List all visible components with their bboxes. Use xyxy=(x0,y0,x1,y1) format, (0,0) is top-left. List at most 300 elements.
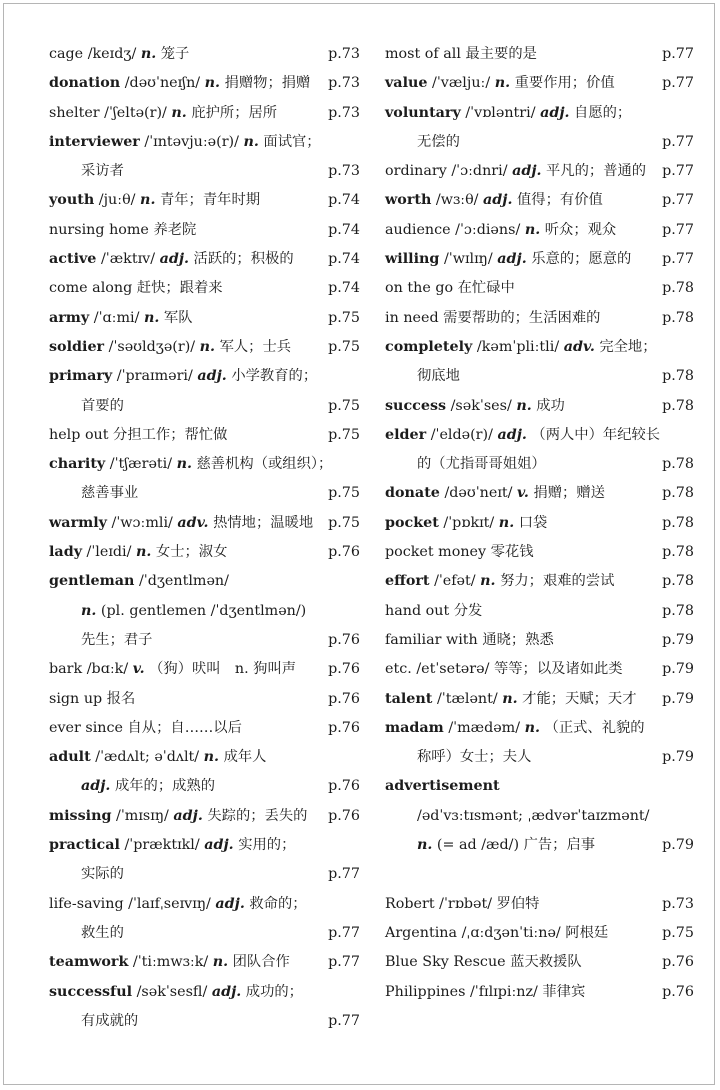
vocab-entry xyxy=(385,186,694,215)
headword: adult xyxy=(49,749,91,766)
vocab-entry xyxy=(385,772,694,801)
headword: interviewer xyxy=(49,133,140,150)
part-of-speech: v. xyxy=(132,661,145,678)
entry-text xyxy=(49,99,277,128)
vocab-entry xyxy=(49,274,360,303)
vocab-entry xyxy=(49,772,360,801)
vocab-entry xyxy=(385,99,694,128)
part-of-speech: n. xyxy=(498,514,515,531)
vocab-entry xyxy=(49,333,360,362)
headword: talent xyxy=(385,690,433,707)
entry-text xyxy=(49,538,227,567)
vocab-entry xyxy=(49,743,360,772)
definition: 赶快；跟着来 xyxy=(136,280,223,297)
vocab-entry xyxy=(49,919,360,948)
phonetic: /ˈlaɪfˌseɪvɪŋ/ xyxy=(128,895,211,912)
vocab-entry xyxy=(385,802,694,831)
phonetic: /ˈɪntəvjuːə(r)/ xyxy=(144,133,239,150)
headword: madam xyxy=(385,719,444,736)
page-ref: p.73 xyxy=(662,895,694,912)
vocab-entry xyxy=(385,978,694,1007)
headword: advertisement xyxy=(385,778,500,795)
definition: 军人；士兵 xyxy=(219,338,292,355)
definition: 慈善机构（或组织）； xyxy=(196,456,333,473)
definition: 重要作用；价值 xyxy=(514,75,615,92)
vocab-entry xyxy=(385,128,694,157)
part-of-speech: n. xyxy=(480,573,496,590)
page-ref: p.77 xyxy=(662,46,694,62)
entry-text xyxy=(81,626,152,655)
page-ref: p.75 xyxy=(328,397,360,414)
part-of-speech: n. xyxy=(140,192,156,209)
page-ref: p.77 xyxy=(328,954,360,971)
definition: 听众；观众 xyxy=(544,221,617,238)
page-ref: p.74 xyxy=(328,221,360,238)
vocab-entry xyxy=(49,978,360,1007)
headword: on the go xyxy=(385,280,454,297)
definition: 平凡的；普通的 xyxy=(546,163,647,180)
page-ref: p.74 xyxy=(328,192,360,209)
definition: 养老院 xyxy=(153,221,197,238)
headword: gentleman xyxy=(49,573,135,590)
headword: hand out xyxy=(385,602,450,619)
entry-text xyxy=(49,743,266,772)
definition: 乐意的；愿意的 xyxy=(531,251,632,268)
vocab-entry xyxy=(385,479,694,508)
headword: donate xyxy=(385,485,440,502)
entry-text xyxy=(385,40,537,69)
entry-text xyxy=(49,655,296,684)
part-of-speech: adv. xyxy=(563,338,595,355)
definition: 自从；自……以后 xyxy=(127,719,242,736)
part-of-speech: n. xyxy=(524,221,541,238)
definition: 热情地；温暖地 xyxy=(213,514,314,531)
headword: success xyxy=(385,397,447,414)
definition: 先生；君子 xyxy=(81,631,153,648)
entry-text xyxy=(385,919,608,948)
vocab-entry xyxy=(49,626,360,655)
entry-text xyxy=(385,245,631,274)
definition: 小学教育的； xyxy=(231,368,318,385)
headword: worth xyxy=(385,192,432,209)
headword: value xyxy=(385,75,428,92)
page-ref: p.74 xyxy=(328,251,360,268)
part-of-speech: adj. xyxy=(540,104,570,121)
part-of-speech: n. xyxy=(199,338,216,355)
part-of-speech: adv. xyxy=(177,514,209,531)
part-of-speech: n. xyxy=(502,690,518,707)
page-ref: p.73 xyxy=(328,75,360,92)
phonetic: /juːθ/ xyxy=(98,192,136,209)
entry-text xyxy=(49,216,196,245)
headword: bark xyxy=(49,661,83,678)
part-of-speech: v. xyxy=(517,485,529,502)
headword: Robert xyxy=(385,895,435,912)
vocab-entry xyxy=(49,421,360,450)
vocab-entry xyxy=(49,479,360,508)
definition: 青年；青年时期 xyxy=(159,192,261,209)
page-ref: p.73 xyxy=(328,163,360,180)
page-ref: p.78 xyxy=(662,573,694,590)
vocab-entry xyxy=(385,421,694,450)
phonetic: /ˈæktɪv/ xyxy=(100,251,156,268)
definition: 通晓；熟悉 xyxy=(482,631,554,648)
entry-text xyxy=(385,479,605,508)
vocab-entry xyxy=(385,685,694,714)
page-ref: p.76 xyxy=(662,954,694,971)
vocab-entry xyxy=(49,509,360,538)
headword: teamwork xyxy=(49,954,129,971)
vocab-entry xyxy=(385,626,694,655)
part-of-speech: n. xyxy=(81,602,97,619)
definition: 女士；淑女 xyxy=(155,544,228,561)
definition: 实际的 xyxy=(81,866,124,883)
phonetic: /ˈɔːdnri/ xyxy=(451,163,508,180)
part-of-speech: adj. xyxy=(81,778,111,795)
entry-text xyxy=(81,157,124,186)
definition: 菲律宾 xyxy=(542,983,586,1000)
definition: 采访者 xyxy=(81,163,124,180)
entry-text xyxy=(385,274,515,303)
page-ref: p.77 xyxy=(662,251,694,268)
page-ref: p.74 xyxy=(328,280,360,297)
phonetic: /ˈpraɪməri/ xyxy=(116,368,193,385)
entry-text xyxy=(49,890,307,919)
entry-text xyxy=(417,362,460,391)
vocab-entry xyxy=(385,567,694,596)
definition: 无偿的 xyxy=(417,133,460,150)
headword: lady xyxy=(49,544,82,561)
entry-text xyxy=(385,157,646,186)
phonetic: /ˈtælənt/ xyxy=(436,690,498,707)
definition: 报名 xyxy=(106,690,136,707)
headword: soldier xyxy=(49,338,105,355)
entry-text xyxy=(49,333,291,362)
entry-text xyxy=(81,1007,138,1036)
definition: 首要的 xyxy=(81,397,124,414)
phonetic: /etˈsetərə/ xyxy=(416,661,490,678)
phonetic: /ˈvɒləntri/ xyxy=(465,104,536,121)
headword: most of all xyxy=(385,46,461,62)
vocab-entry xyxy=(385,831,694,860)
phonetic: /ˈpɒkɪt/ xyxy=(443,514,495,531)
entry-text xyxy=(49,509,313,538)
definition: 军队 xyxy=(163,309,193,326)
entry-text xyxy=(385,216,616,245)
phonetic: /dəʊˈneɪʃn/ xyxy=(124,75,201,92)
vocab-entry xyxy=(385,216,694,245)
entry-text xyxy=(417,802,650,831)
definition: 捐赠物；捐赠 xyxy=(224,75,311,92)
vocab-entry xyxy=(49,40,360,69)
definition: 完全地； xyxy=(599,338,657,355)
part-of-speech: adj. xyxy=(215,895,245,912)
part-of-speech: n. xyxy=(203,749,220,766)
entry-text xyxy=(81,597,306,626)
definition: 分发 xyxy=(453,602,483,619)
phonetic: /ˈleɪdi/ xyxy=(86,544,132,561)
entry-text xyxy=(81,860,124,889)
page-ref: p.75 xyxy=(662,924,694,941)
vocab-entry xyxy=(385,743,694,772)
page-ref: p.78 xyxy=(662,397,694,414)
entry-text xyxy=(385,978,585,1007)
definition: 失踪的；丢失的 xyxy=(207,807,308,824)
definition: 面试官； xyxy=(263,133,321,150)
vocab-entry xyxy=(385,304,694,333)
headword: cage xyxy=(49,46,84,62)
page-ref: p.73 xyxy=(328,104,360,121)
definition: 救生的 xyxy=(81,924,124,941)
page-ref: p.76 xyxy=(328,544,360,561)
entry-text xyxy=(385,392,565,421)
definition: (= ad /æd/) 广告；启事 xyxy=(436,837,596,854)
entry-text xyxy=(385,772,500,801)
phonetic: /ˈwɔːmli/ xyxy=(111,514,173,531)
definition: 捐赠；赠送 xyxy=(533,485,605,502)
vocab-entry xyxy=(385,860,694,889)
vocab-entry xyxy=(385,333,694,362)
entry-text xyxy=(385,655,623,684)
entry-text xyxy=(385,421,660,450)
page-ref: p.79 xyxy=(662,749,694,766)
vocab-entry xyxy=(49,538,360,567)
vocab-entry xyxy=(49,304,360,333)
phonetic: /ˈʃeltə(r)/ xyxy=(104,104,167,121)
definition: 实用的； xyxy=(238,837,296,854)
headword: help out xyxy=(49,426,109,443)
vocab-entry xyxy=(385,597,694,626)
page-ref: p.77 xyxy=(662,75,694,92)
entry-text xyxy=(385,948,582,977)
entry-text xyxy=(385,304,600,333)
vocab-entry xyxy=(49,392,360,421)
part-of-speech: n. xyxy=(140,46,157,62)
vocab-entry xyxy=(385,245,694,274)
definition: （狗）吠叫 n. 狗叫声 xyxy=(149,661,297,678)
phonetic: /ˈeldə(r)/ xyxy=(430,426,493,443)
headword: elder xyxy=(385,426,427,443)
headword: successful xyxy=(49,983,133,1000)
headword: shelter xyxy=(49,104,100,121)
headword: primary xyxy=(49,368,113,385)
entry-text xyxy=(385,626,554,655)
headword: practical xyxy=(49,837,120,854)
page-ref: p.77 xyxy=(662,133,694,150)
definition: （两人中）年纪较长 xyxy=(531,426,661,443)
phonetic: /ˈædʌlt; əˈdʌlt/ xyxy=(95,749,200,766)
headword: effort xyxy=(385,573,430,590)
vocab-entry xyxy=(385,509,694,538)
vocab-entry xyxy=(49,597,360,626)
headword: willing xyxy=(385,251,440,268)
vocab-entry xyxy=(385,948,694,977)
definition: 才能；天赋；天才 xyxy=(522,690,637,707)
vocab-entry xyxy=(49,157,360,186)
headword: ordinary xyxy=(385,163,447,180)
definition: 成年人 xyxy=(223,749,267,766)
vocab-entry xyxy=(49,69,360,98)
entry-text xyxy=(49,245,294,274)
part-of-speech: n. xyxy=(494,75,511,92)
headword: audience xyxy=(385,221,451,238)
vocab-entry xyxy=(49,802,360,831)
headword: active xyxy=(49,251,97,268)
entry-text xyxy=(49,831,295,860)
definition: 成功的； xyxy=(245,983,303,1000)
page-ref: p.76 xyxy=(328,719,360,736)
page-ref: p.78 xyxy=(662,368,694,385)
part-of-speech: adj. xyxy=(211,983,242,1000)
vocab-entry xyxy=(49,567,360,596)
vocabulary-column-left xyxy=(49,40,360,1036)
headword: familiar with xyxy=(385,631,478,648)
page-ref: p.78 xyxy=(662,456,694,473)
headword: Argentina xyxy=(385,924,458,941)
entry-text xyxy=(385,567,614,596)
entry-text xyxy=(385,69,615,98)
entry-text xyxy=(417,831,595,860)
part-of-speech: n. xyxy=(417,837,433,854)
definition: 笼子 xyxy=(160,46,190,62)
page-ref: p.78 xyxy=(662,602,694,619)
phonetic: /bɑːk/ xyxy=(86,661,129,678)
page-ref: p.75 xyxy=(328,338,360,355)
part-of-speech: adj. xyxy=(483,192,513,209)
vocab-entry xyxy=(49,186,360,215)
entry-text xyxy=(385,890,539,919)
vocab-entry xyxy=(49,860,360,889)
entry-text xyxy=(385,333,657,362)
vocab-entry xyxy=(49,890,360,919)
headword: etc. xyxy=(385,661,412,678)
definition: 分担工作；帮忙做 xyxy=(113,426,228,443)
vocab-entry xyxy=(385,40,694,69)
entry-text xyxy=(81,772,215,801)
entry-text xyxy=(385,538,534,567)
headword: pocket xyxy=(385,514,439,531)
definition: 零花钱 xyxy=(490,544,534,561)
entry-text xyxy=(49,304,193,333)
phonetic: /ˈmædəm/ xyxy=(448,719,521,736)
headword: in need xyxy=(385,309,439,326)
part-of-speech: n. xyxy=(136,544,152,561)
entry-text xyxy=(81,919,124,948)
vocab-entry xyxy=(385,890,694,919)
entry-text xyxy=(81,479,138,508)
headword: charity xyxy=(49,456,106,473)
page-ref: p.76 xyxy=(328,631,360,648)
entry-text xyxy=(49,186,260,215)
definition: 在忙碌中 xyxy=(457,280,515,297)
headword: army xyxy=(49,309,90,326)
entry-text xyxy=(385,186,603,215)
headword: come along xyxy=(49,280,133,297)
part-of-speech: n. xyxy=(204,75,221,92)
entry-text xyxy=(49,685,135,714)
definition: （正式、礼貌的 xyxy=(544,719,645,736)
page-ref: p.78 xyxy=(662,485,694,502)
vocab-entry xyxy=(49,216,360,245)
page-ref: p.75 xyxy=(328,426,360,443)
headword: Blue Sky Rescue xyxy=(385,954,506,971)
page-ref: p.75 xyxy=(328,309,360,326)
part-of-speech: n. xyxy=(212,954,229,971)
entry-text xyxy=(385,685,637,714)
part-of-speech: adj. xyxy=(204,837,234,854)
page-ref: p.76 xyxy=(328,661,360,678)
page-ref: p.76 xyxy=(662,983,694,1000)
definition: 自愿的； xyxy=(574,104,632,121)
phonetic: /ˈvæljuː/ xyxy=(432,75,491,92)
headword: voluntary xyxy=(385,104,461,121)
definition: 蓝天救援队 xyxy=(510,954,582,971)
part-of-speech: adj. xyxy=(512,163,542,180)
vocab-entry xyxy=(385,538,694,567)
vocab-entry xyxy=(385,362,694,391)
part-of-speech: adj. xyxy=(173,807,203,824)
entry-text xyxy=(49,128,321,157)
phonetic: /ˈdʒentlmən/ xyxy=(138,573,229,590)
vocab-entry xyxy=(49,685,360,714)
vocab-entry xyxy=(49,128,360,157)
page-ref: p.76 xyxy=(328,778,360,795)
headword: sign up xyxy=(49,690,103,707)
headword: completely xyxy=(385,338,473,355)
phonetic: /keɪdʒ/ xyxy=(87,46,137,62)
vocab-entry xyxy=(49,362,360,391)
page-ref: p.79 xyxy=(662,631,694,648)
part-of-speech: adj. xyxy=(497,251,527,268)
page-ref: p.78 xyxy=(662,309,694,326)
page-ref: p.77 xyxy=(328,1012,360,1029)
vocab-entry xyxy=(49,831,360,860)
definition: 团队合作 xyxy=(232,954,290,971)
phonetic: /ˈsəʊldʒə(r)/ xyxy=(108,338,196,355)
definition: 庇护所；居所 xyxy=(191,104,278,121)
entry-text xyxy=(49,274,223,303)
phonetic: /wɜːθ/ xyxy=(435,192,479,209)
entry-text xyxy=(49,362,317,391)
vocab-entry xyxy=(49,948,360,977)
part-of-speech: adj. xyxy=(159,251,189,268)
entry-text xyxy=(417,743,531,772)
page-ref: p.77 xyxy=(328,924,360,941)
phonetic: /ˈɑːmi/ xyxy=(93,309,140,326)
phonetic: /ˈfɪlɪpiːnz/ xyxy=(469,983,538,1000)
entry-text xyxy=(49,450,332,479)
phonetic: /ˈmɪsɪŋ/ xyxy=(116,807,169,824)
vocabulary-column-right xyxy=(385,40,694,1007)
entry-text xyxy=(385,509,547,538)
headword: missing xyxy=(49,807,112,824)
definition: 努力；艰难的尝试 xyxy=(500,573,615,590)
phonetic: /ˈrɒbət/ xyxy=(439,895,493,912)
definition: 口袋 xyxy=(518,514,548,531)
entry-text xyxy=(385,714,645,743)
headword: donation xyxy=(49,75,121,92)
entry-text xyxy=(49,714,242,743)
entry-text xyxy=(49,948,290,977)
vocab-entry xyxy=(49,99,360,128)
definition: (pl. gentlemen /ˈdʒentlmən/) xyxy=(100,602,307,619)
vocab-entry xyxy=(385,714,694,743)
vocab-entry xyxy=(49,450,360,479)
page-ref: p.73 xyxy=(328,46,360,62)
part-of-speech: adj. xyxy=(197,368,227,385)
definition: 活跃的；积极的 xyxy=(193,251,294,268)
phonetic: /ˈtiːmwɜːk/ xyxy=(132,954,209,971)
